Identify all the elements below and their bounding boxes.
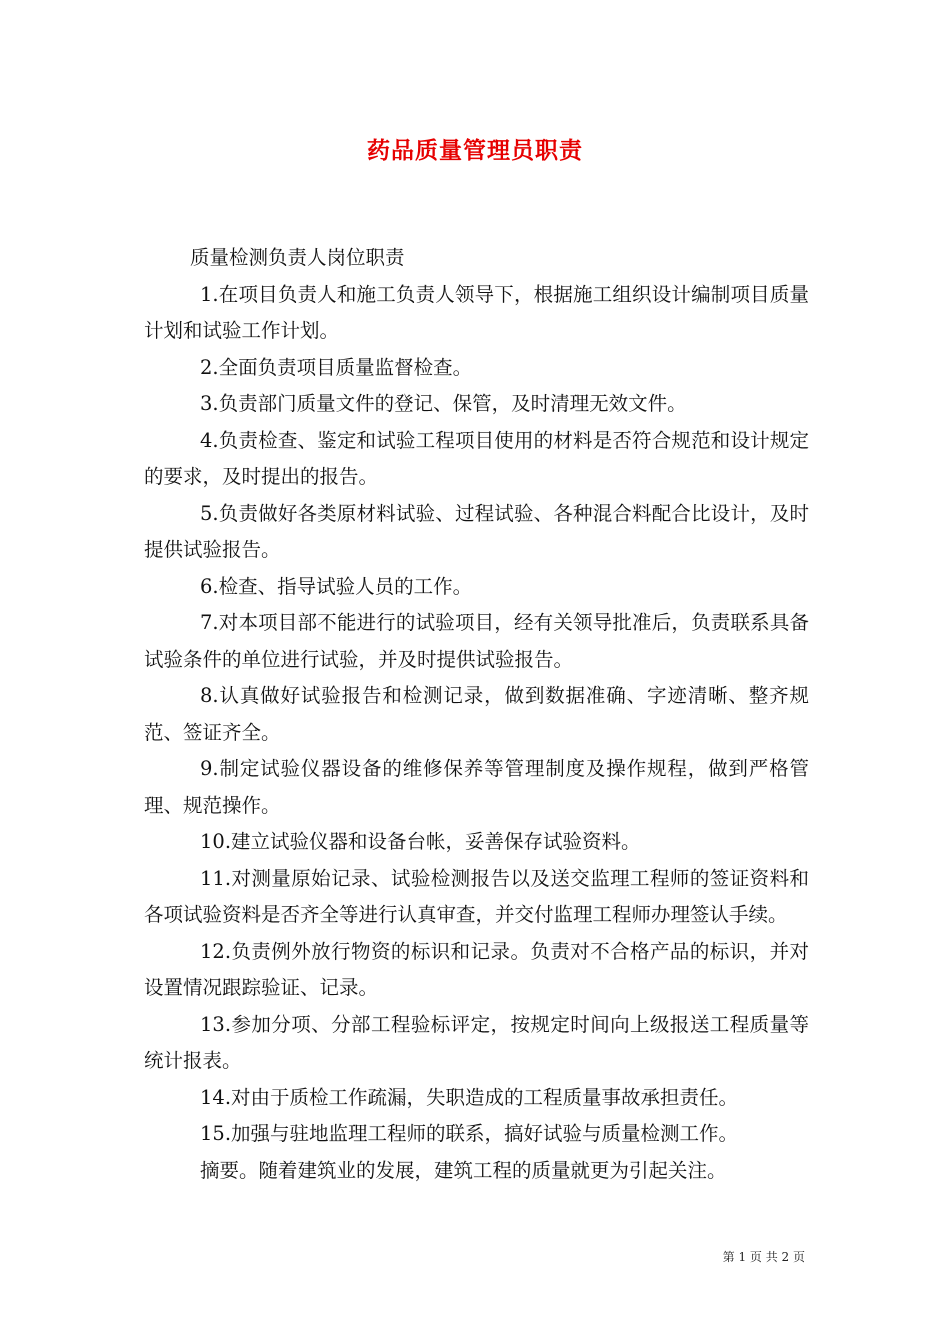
duty-item-12: 12.负责例外放行物资的标识和记录。负责对不合格产品的标识，并对设置情况跟踪验证、记录。 bbox=[144, 939, 809, 999]
duty-item-10: 10.建立试验仪器和设备台帐，妥善保存试验资料。 bbox=[200, 830, 641, 853]
duty-item-5: 5.负责做好各类原材料试验、过程试验、各种混合料配合比设计，及时提供试验报告。 bbox=[144, 501, 809, 561]
duty-item-13: 13.参加分项、分部工程验标评定，按规定时间向上级报送工程质量等统计报表。 bbox=[144, 1012, 809, 1072]
duty-item-8: 8.认真做好试验报告和检测记录，做到数据准确、字迹清晰、整齐规范、签证齐全。 bbox=[144, 684, 809, 744]
duty-item-14: 14.对由于质检工作疏漏，失职造成的工程质量事故承担责任。 bbox=[200, 1085, 739, 1109]
document-body bbox=[144, 240, 809, 1189]
summary-paragraph: 摘要。随着建筑业的发展，建筑工程的质量就更为引起关注。 bbox=[200, 1158, 727, 1182]
section-heading: 质量检测负责人岗位职责 bbox=[190, 246, 405, 269]
duty-item-3: 3.负责部门质量文件的登记、保管，及时清理无效文件。 bbox=[200, 392, 687, 415]
duty-item-4: 4.负责检查、鉴定和试验工程项目使用的材料是否符合规范和设计规定的要求，及时提出的报告。 bbox=[144, 428, 809, 488]
duty-item-7: 7.对本项目部不能进行的试验项目，经有关领导批准后，负责联系具备试验条件的单位进行试验，并及时提供试验报告。 bbox=[144, 611, 809, 671]
duty-item-11: 11.对测量原始记录、试验检测报告以及送交监理工程师的签证资料和各项试验资料是否齐全等进行认真审查，并交付监理工程师办理签认手续。 bbox=[144, 866, 809, 926]
duty-item-6: 6.检查、指导试验人员的工作。 bbox=[200, 574, 473, 598]
duty-item-15: 15.加强与驻地监理工程师的联系，搞好试验与质量检测工作。 bbox=[200, 1122, 739, 1145]
duty-item-9: 9.制定试验仪器设备的维修保养等管理制度及操作规程，做到严格管理、规范操作。 bbox=[144, 757, 809, 817]
duty-item-1: 1.在项目负责人和施工负责人领导下，根据施工组织设计编制项目质量计划和试验工作计划。 bbox=[144, 282, 809, 342]
duty-item-2: 2.全面负责项目质量监督检查。 bbox=[200, 355, 473, 379]
document-title: 药品质量管理员职责 bbox=[367, 137, 583, 164]
page-number: 第 1 页 共 2 页 bbox=[722, 1250, 805, 1264]
